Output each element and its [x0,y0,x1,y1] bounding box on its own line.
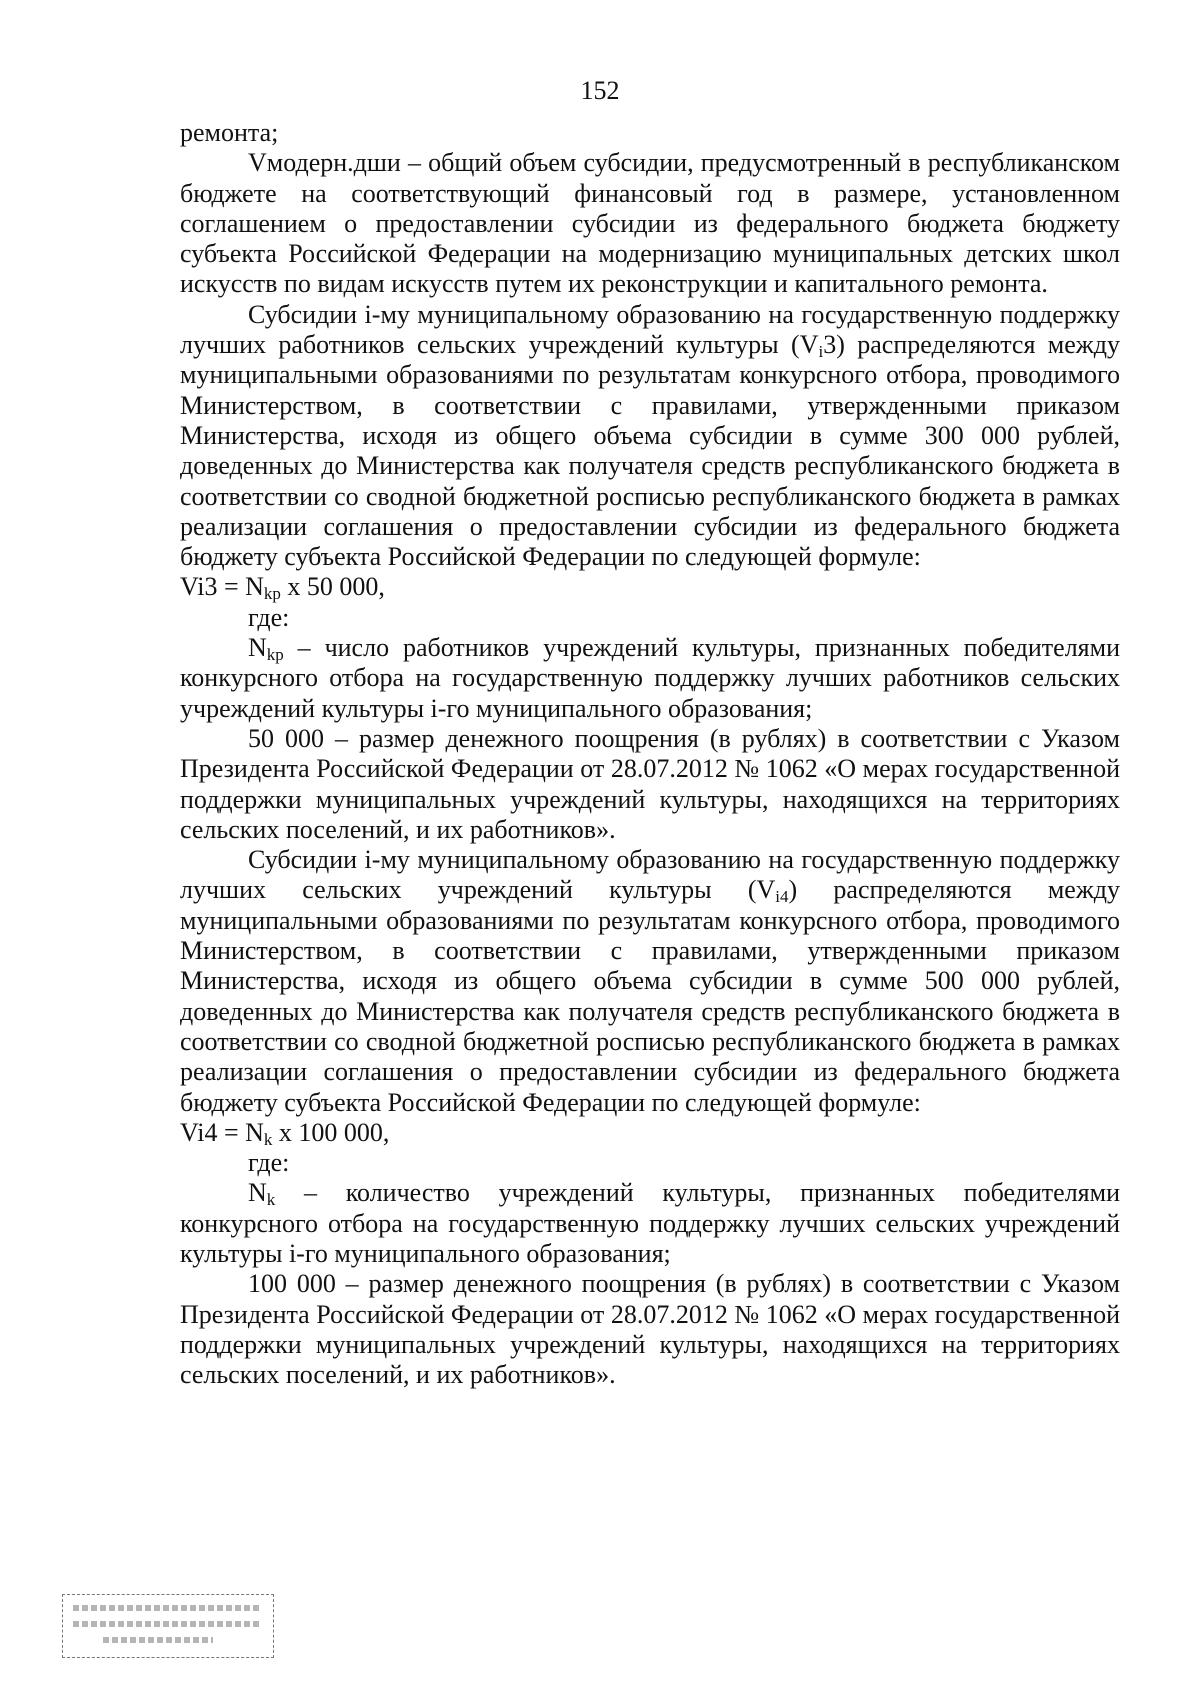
formula-vi3 [180,572,1120,602]
stamp-line-1 [73,1605,261,1611]
paragraph-4 [180,633,1120,724]
paragraph-4-part-1: N [248,633,267,663]
paragraph-8: 100 000 – размер денежного поощрения (в рублях) в соответствии с Указом Президента Российской Федерации от 28.07.2012 № 1062 «О мерах государственной поддержки муниципальных учреждений культуры, находящихся на территориях сельских поселений, и их работников». [180,1269,1120,1390]
paragraph-7 [180,1178,1120,1269]
stamp-line-2 [73,1621,261,1627]
formula-vi4 [180,1118,1120,1148]
paragraph-6-subscript: i4 [775,887,789,907]
paragraph-7-part-2: – количество учреждений культуры, признанных победителями конкурсного отбора на государственную поддержку лучших сельских учреждений культуры i-го муниципального образования; [180,1178,1120,1268]
paragraph-7-subscript: k [266,1190,276,1210]
paragraph-4-subscript: kp [266,645,284,665]
paragraph-6-part-2: ) распределяются между муниципальными образованиями по результатам конкурсного отбора, проводимого Министерством, в соответствии с правилами, утвержденными приказом Министерства, исходя из общего объема субсидии в сумме 500 000 рублей, доведенных до Министерства как получателя средств республиканского бюджета в соответствии со сводной бюджетной росписью республиканского бюджета в рамках реализации соглашения о предоставлении субсидии из федерального бюджета бюджету субъекта Российской Федерации по следующей формуле: [180,875,1121,1117]
formula-vi4-part-2: x 100 000, [272,1117,390,1147]
formula-vi4-part-1: Vi4 = N [180,1117,264,1147]
page-number: 152 [580,76,620,105]
paragraph-5: 50 000 – размер денежного поощрения (в рублях) в соответствии с Указом Президента Российской Федерации от 28.07.2012 № 1062 «О мерах государственной поддержки муниципальных учреждений культуры, находящихся на территориях сельских поселений, и их работников». [180,723,1120,844]
paragraph-3 [180,300,1120,573]
paragraph-2: Vмодерн.дши – общий объем субсидии, предусмотренный в республиканском бюджете на соответствующий финансовый год в размере, установленном соглашением о предоставлении субсидии из федерального бюджета бюджету субъекта Российской Федерации на модернизацию муниципальных детских школ искусств по видам искусств путем их реконструкции и капитального ремонта. [180,148,1120,299]
document-body [180,118,1120,1390]
paragraph-3-part-2: 3) распределяются между муниципальными образованиями по результатам конкурсного отбора, проводимого Министерством, в соответствии с правилами, утвержденными приказом Министерства, исходя из общего объема субсидии в сумме 300 000 рублей, доведенных до Министерства как получателя средств республиканского бюджета в соответствии со сводной бюджетной росписью республиканского бюджета в рамках реализации соглашения о предоставлении субсидии из федерального бюджета бюджету субъекта Российской Федерации по следующей формуле: [180,330,1120,572]
paragraph-6 [180,845,1120,1118]
paragraph-7-part-1: N [248,1178,267,1208]
formula-vi3-part-1: Vi3 = N [180,572,264,602]
paragraph-3-subscript: i [818,342,824,362]
where-label-2: где: [248,1148,290,1178]
where-label-1: где: [248,602,290,632]
formula-vi3-part-2: x 50 000, [280,572,385,602]
registration-stamp [62,1594,274,1658]
formula-vi4-subscript: k [263,1129,273,1149]
formula-vi3-subscript: kp [263,584,281,604]
paragraph-1: ремонта; [180,118,279,147]
stamp-line-3 [103,1637,213,1643]
paragraph-3-part-1: Субсидии i-му муниципальному образованию на государственную поддержку лучших работников сельских учреждений культуры (V [180,299,1120,360]
paragraph-6-part-1: Субсидии i-му муниципальному образованию на государственную поддержку лучших сельских учреждений культуры (V [180,845,1120,905]
paragraph-4-part-2: – число работников учреждений культуры, признанных победителями конкурсного отбора на государственную поддержку лучших работников сельских учреждений культуры i-го муниципального образования; [180,633,1120,723]
